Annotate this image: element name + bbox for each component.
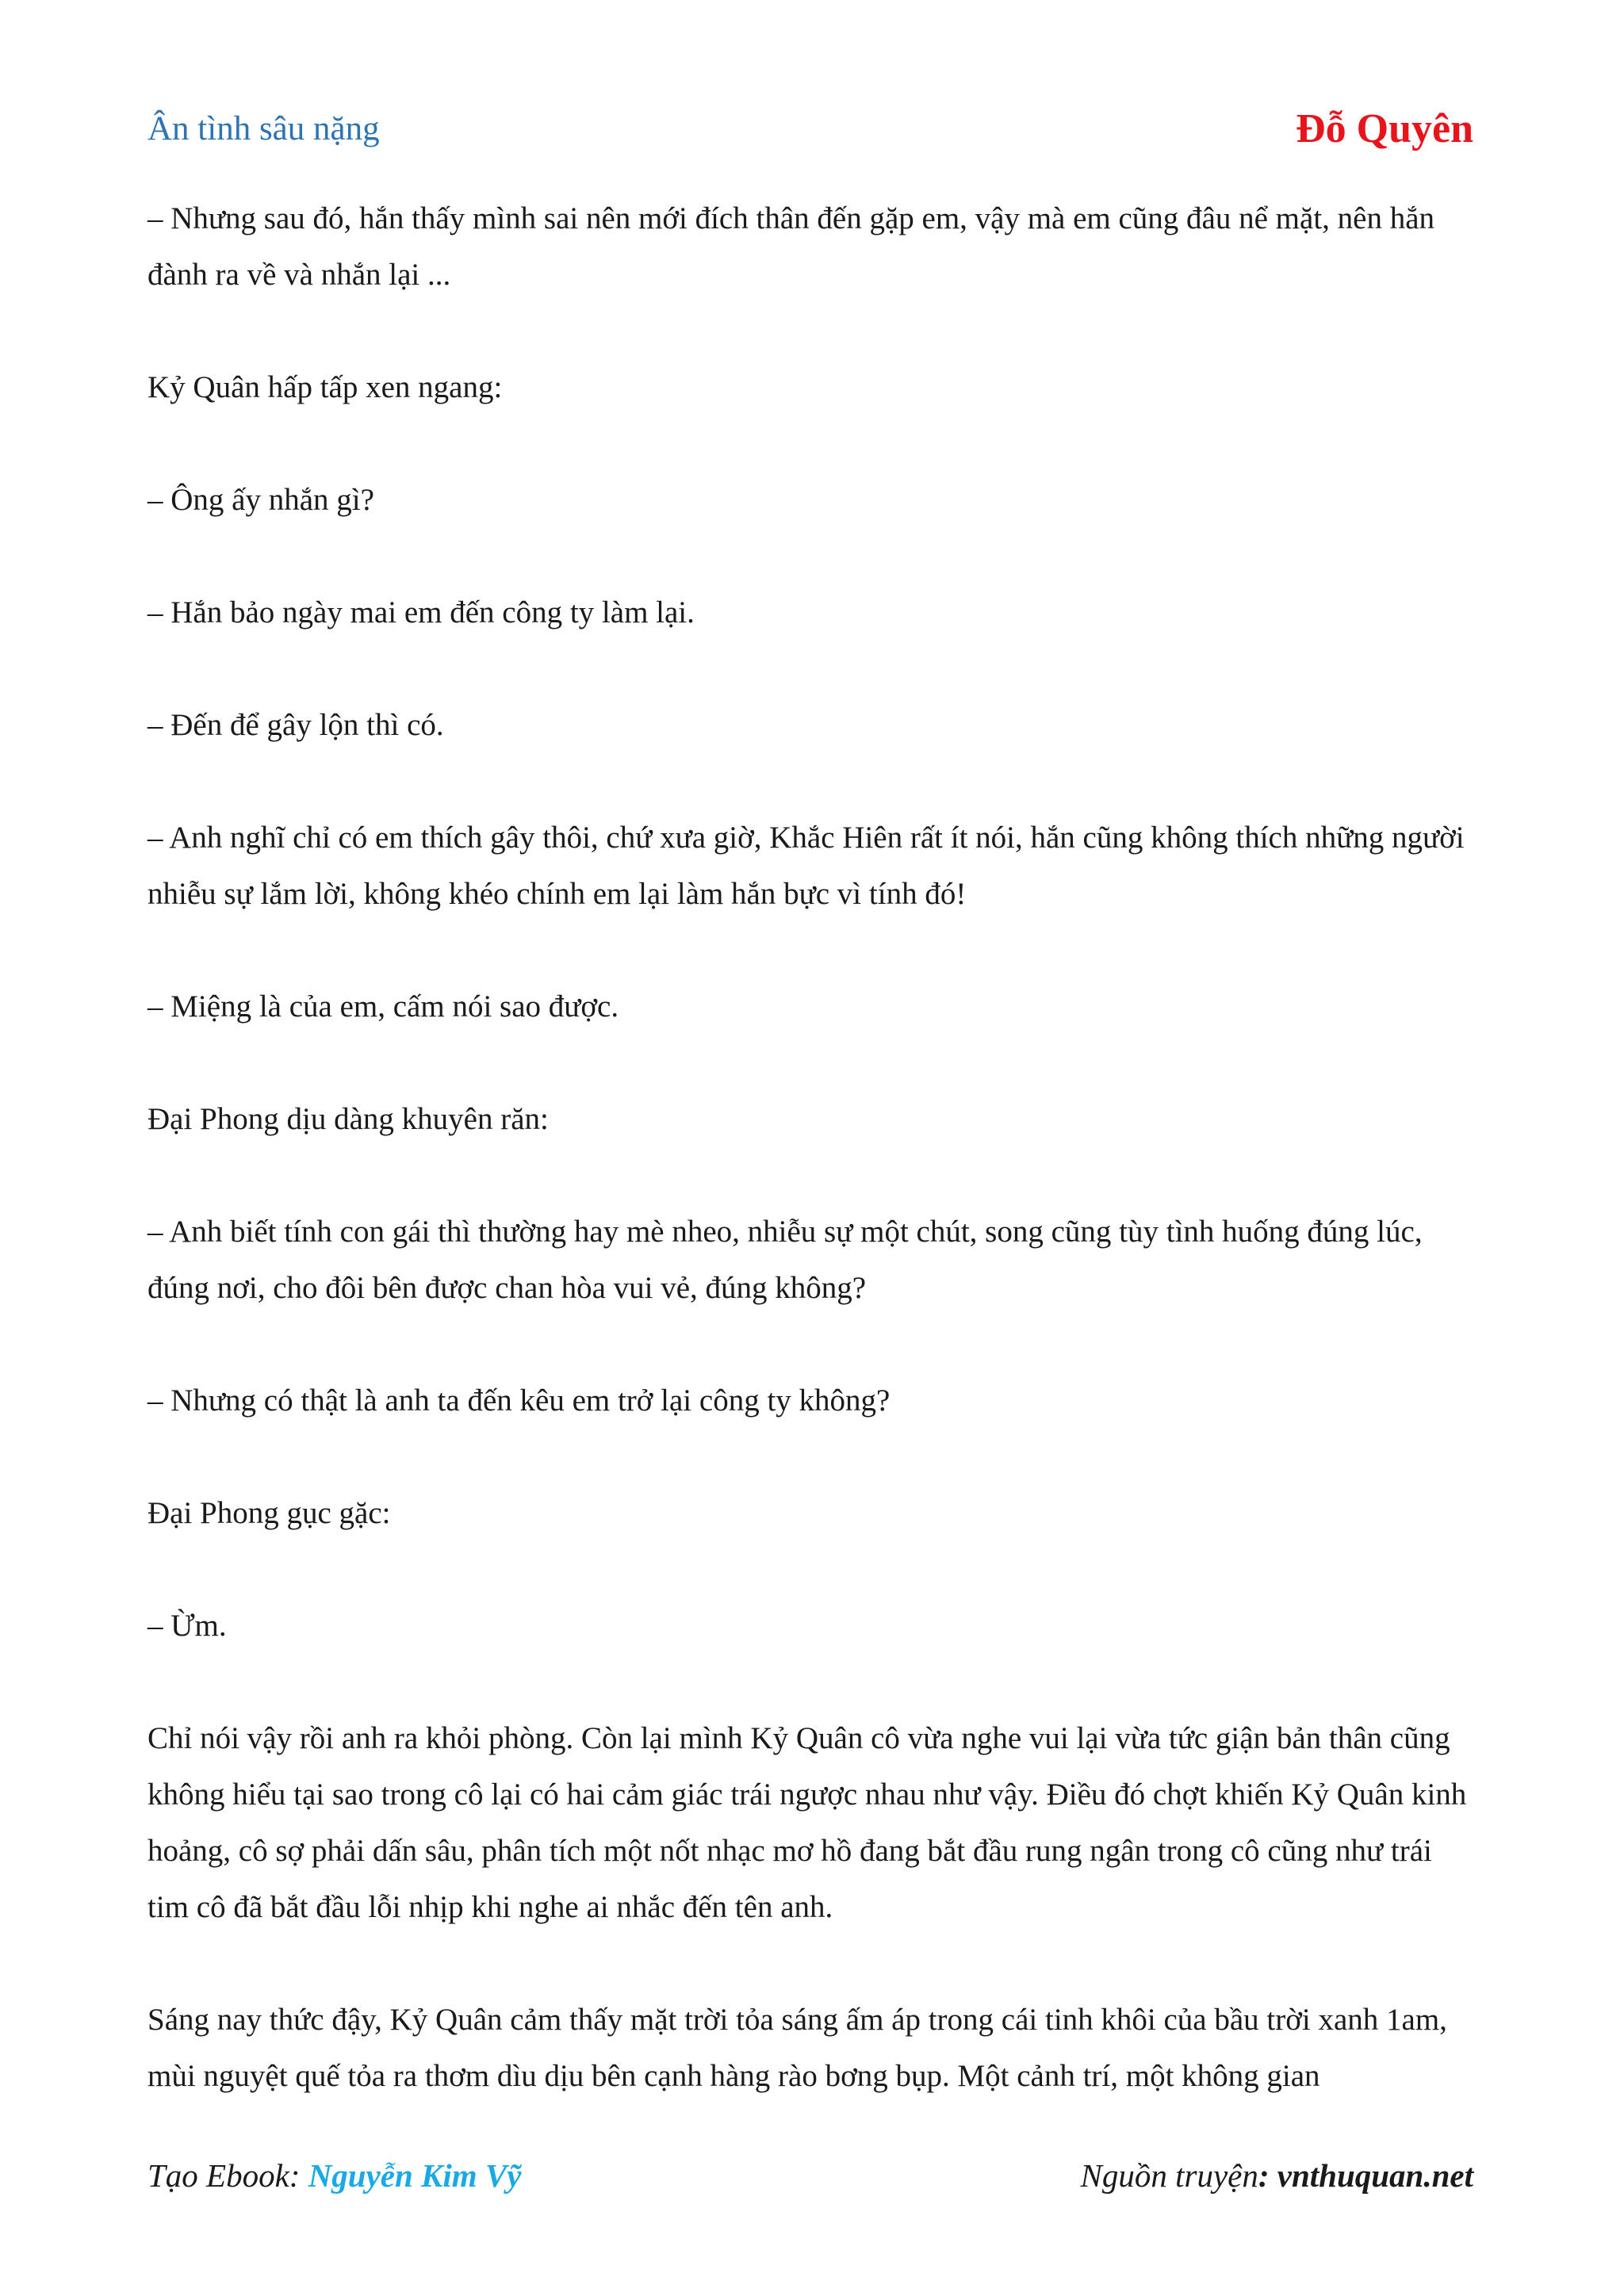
page-footer: [147, 2152, 1473, 2199]
paragraph: Sáng nay thức đậy, Kỷ Quân cảm thấy mặt trời tỏa sáng ấm áp trong cái tinh khôi của bầu trời xanh 1am, mùi nguyệt quế tỏa ra thơm dìu dịu bên cạnh hàng rào bơng bụp. Một cảnh trí, một không gian: [147, 2003, 1447, 2093]
book-title: Ân tình sâu nặng: [147, 109, 380, 147]
author-name: Đỗ Quyên: [1296, 105, 1473, 151]
paragraph: – Nhưng sau đó, hắn thấy mình sai nên mới đích thân đến gặp em, vậy mà em cũng đâu nể mặt, nên hắn đành ra về và nhắn lại ...: [147, 201, 1435, 292]
paragraph: – Ông ấy nhắn gì?: [147, 483, 374, 517]
paragraph: Kỷ Quân hấp tấp xen ngang:: [147, 370, 503, 404]
paragraph: Đại Phong gục gặc:: [147, 1496, 391, 1530]
ebook-label: Tạo Ebook: [147, 2157, 289, 2194]
source-label: Nguồn truyện: [1080, 2157, 1258, 2194]
paragraph: – Nhưng có thật là anh ta đến kêu em trở lại công ty không?: [147, 1383, 891, 1418]
paragraph: Đại Phong dịu dàng khuyên răn:: [147, 1102, 549, 1136]
paragraph: – Hắn bảo ngày mai em đến công ty làm lại.: [147, 595, 695, 629]
paragraph: – Miệng là của em, cấm nói sao được.: [147, 989, 619, 1024]
story-text: [147, 190, 1473, 2160]
ebook-creator: Nguyễn Kim Vỹ: [308, 2157, 522, 2194]
source-credit: Nguồn truyện: vnthuquan.net: [1080, 2157, 1473, 2194]
paragraph: – Đến để gây lộn thì có.: [147, 708, 444, 742]
paragraph: – Anh nghĩ chỉ có em thích gây thôi, chứ xưa giờ, Khắc Hiên rất ít nói, hắn cũng không thích những người nhiễu sự lắm lời, không khéo chính em lại làm hắn bực vì tính đó!: [147, 821, 1465, 911]
paragraph: Chỉ nói vậy rồi anh ra khỏi phòng. Còn lại mình Kỷ Quân cô vừa nghe vui lại vừa tức giận bản thân cũng không hiểu tại sao trong cô lại có hai cảm giác trái ngược nhau như vậy. Điều đó chợt khiến Kỷ Quân kinh hoảng, cô sợ phải dấn sâu, phân tích một nốt nhạc mơ hồ đang bắt đầu rung ngân trong cô cũng như trái tim cô đã bắt đầu lỗi nhịp khi nghe ai nhắc đến tên anh.: [147, 1721, 1467, 1924]
paragraph: – Ừm.: [147, 1609, 227, 1643]
source-site: vnthuquan.net: [1277, 2157, 1473, 2194]
paragraph: – Anh biết tính con gái thì thường hay mè nheo, nhiễu sự một chút, song cũng tùy tình huống đúng lúc, đúng nơi, cho đôi bên được chan hòa vui vẻ, đúng không?: [147, 1215, 1423, 1305]
page-header: [147, 97, 1473, 160]
ebook-credit: Tạo Ebook: Nguyễn Kim Vỹ: [147, 2157, 522, 2194]
